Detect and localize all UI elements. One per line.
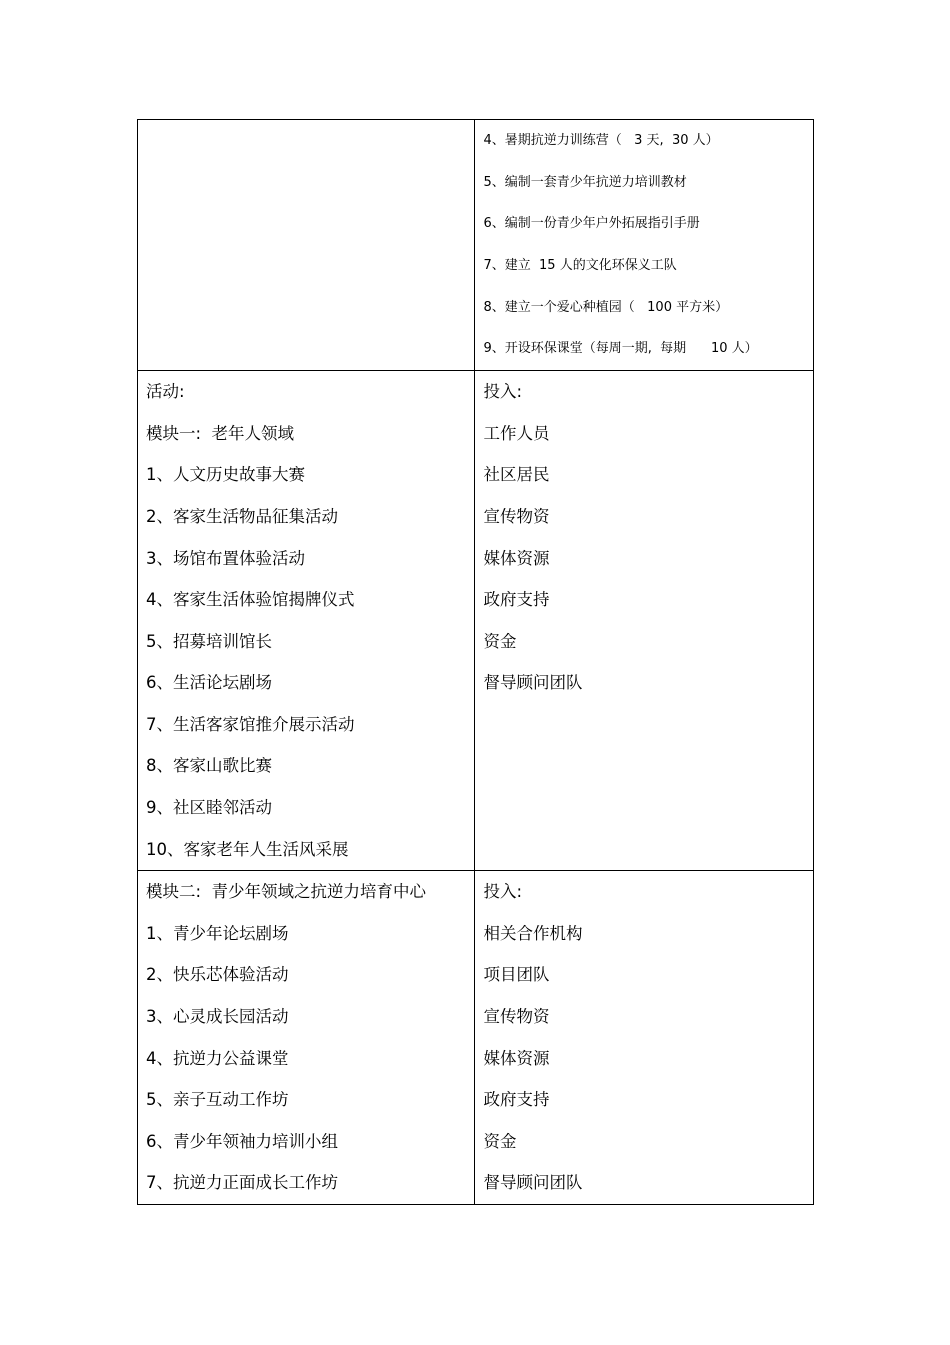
table-row: [138, 871, 814, 1205]
activities-cell: [138, 371, 475, 871]
plan-table: [137, 119, 814, 1205]
outputs-list: [475, 120, 813, 370]
list-item: 4、抗逆力公益课堂: [146, 1048, 289, 1068]
list-item: 3、心灵成长园活动: [146, 1007, 289, 1027]
list-item: 相关合作机构: [483, 923, 583, 943]
activities-list: [138, 371, 474, 870]
module-two-inputs-cell: [475, 871, 814, 1205]
list-item: 6、青少年领袖力培训小组: [146, 1131, 338, 1151]
list-item: 5、编制一套青少年抗逆力培训教材: [483, 174, 687, 190]
list-item: 7、抗逆力正面成长工作坊: [146, 1173, 338, 1193]
list-item: 社区居民: [483, 465, 550, 485]
list-item: 媒体资源: [483, 548, 550, 568]
list-item: 6、生活论坛剧场: [146, 673, 272, 693]
table-row: [138, 120, 814, 371]
list-item: 4、暑期抗逆力训练营（ 3 天, 30 人）: [483, 133, 719, 148]
inputs-list: [475, 371, 813, 704]
list-item: 1、青少年论坛剧场: [146, 923, 289, 943]
list-item: 7、建立 15 人的文化环保义工队: [483, 258, 677, 274]
list-item: 5、招募培训馆长: [146, 631, 272, 651]
table-row: [138, 371, 814, 871]
list-item: 1、人文历史故事大赛: [146, 465, 305, 485]
list-item: 6、编制一份青少年户外拓展指引手册: [483, 216, 700, 232]
list-item: 7、生活客家馆推介展示活动: [146, 714, 355, 734]
list-item: 模块二: 青少年领域之抗逆力培育中心: [146, 882, 427, 902]
list-item: 工作人员: [483, 423, 550, 443]
list-item: 督导顾问团队: [483, 1173, 583, 1193]
list-item: 5、亲子互动工作坊: [146, 1090, 289, 1110]
list-item: 政府支持: [483, 1090, 550, 1110]
outputs-cell: [475, 120, 814, 371]
module-two-inputs-list: [475, 871, 813, 1204]
list-item: 10、客家老年人生活风采展: [146, 839, 349, 859]
list-item: 项目团队: [483, 965, 550, 985]
list-item: 督导顾问团队: [483, 673, 583, 693]
list-item: 资金: [483, 1131, 517, 1151]
list-item: 3、场馆布置体验活动: [146, 548, 305, 568]
module-two-cell: [138, 871, 475, 1205]
list-item: 宣传物资: [483, 506, 550, 526]
list-item: 媒体资源: [483, 1048, 550, 1068]
empty-cell: [138, 120, 475, 371]
list-item: 2、客家生活物品征集活动: [146, 506, 338, 526]
list-item: 活动:: [146, 382, 185, 402]
module-two-list: [138, 871, 474, 1204]
list-item: 模块一: 老年人领域: [146, 423, 295, 443]
list-item: 4、客家生活体验馆揭牌仪式: [146, 590, 355, 610]
list-item: 8、客家山歌比赛: [146, 756, 272, 776]
inputs-cell: [475, 371, 814, 871]
list-item: 9、社区睦邻活动: [146, 798, 272, 818]
list-item: 8、建立一个爱心种植园（ 100 平方米）: [483, 299, 729, 315]
list-item: 投入:: [483, 382, 523, 402]
list-item: 2、快乐芯体验活动: [146, 965, 289, 985]
list-item: 政府支持: [483, 590, 550, 610]
list-item: 投入:: [483, 882, 523, 902]
list-item: 资金: [483, 631, 517, 651]
list-item: 9、开设环保课堂（每周一期, 每期 10 人）: [483, 341, 758, 357]
list-item: 宣传物资: [483, 1007, 550, 1027]
